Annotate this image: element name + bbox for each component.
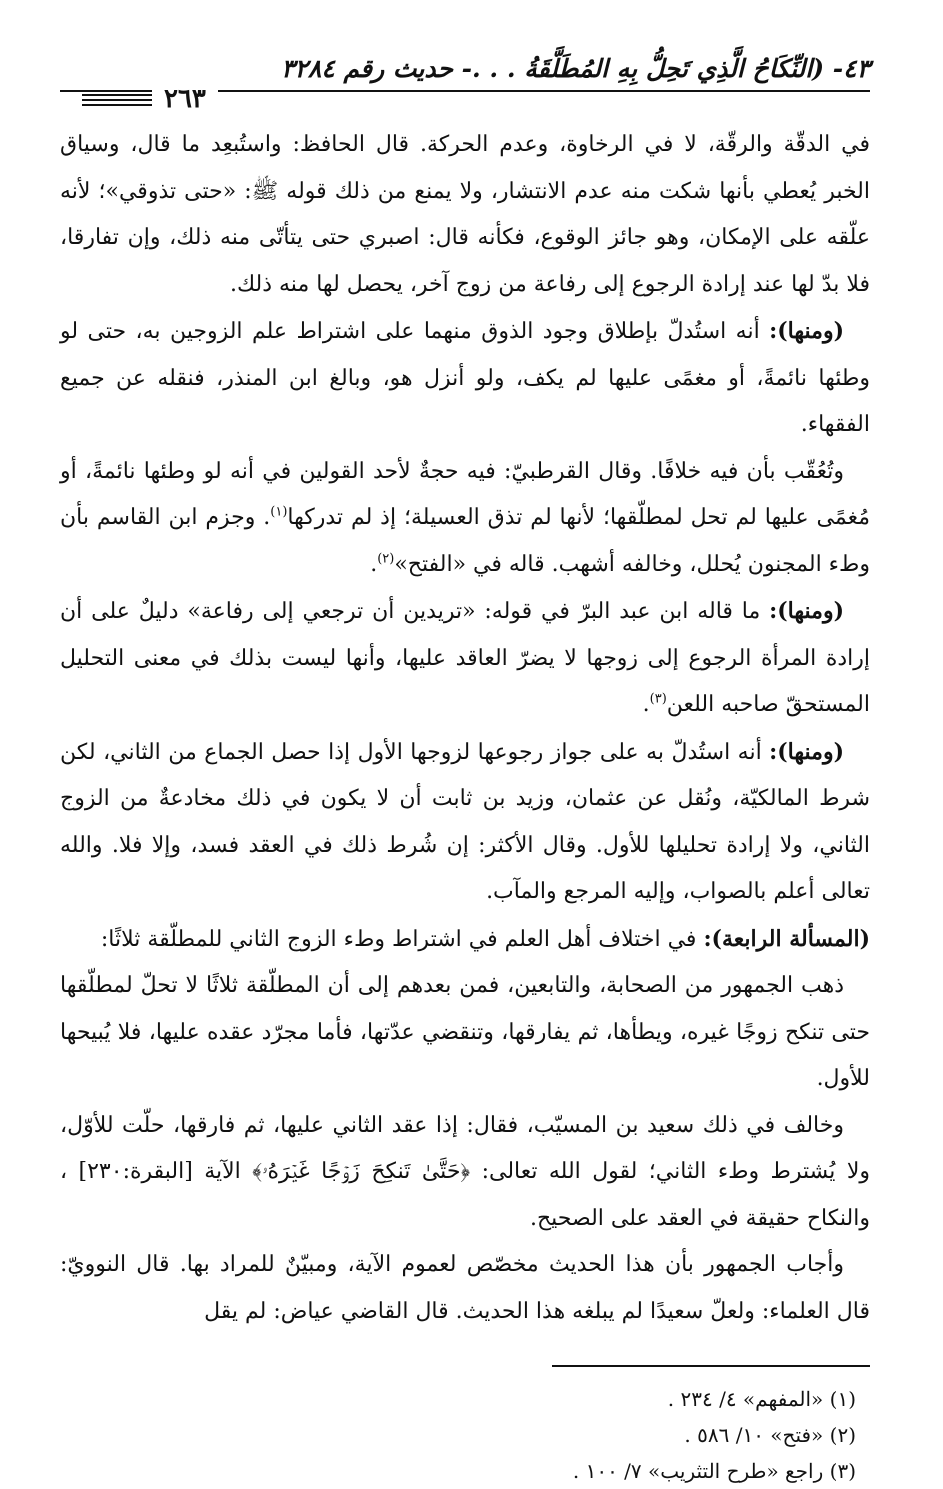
main-text [60, 122, 870, 1335]
paragraph-lead: (ومنها): [769, 598, 844, 624]
footnote-ref[interactable]: (٢) [377, 551, 395, 567]
paragraph: ذهب الجمهور من الصحابة، والتابعين، فمن بعدهم إلى أن المطلّقة ثلاثًا لا تحلّ لمطلّقها حتى تنكح زوجًا غيره، ويطأها، ثم يفارقها، وتنقضي عدّتها، فأما مجرّد عقده عليها، فلا يُبيحها للأول. [60, 973, 870, 1091]
paragraph-lead: (ومنها): [769, 738, 844, 765]
book-page [60, 40, 871, 1483]
paragraph: في الدقّة والرقّة، لا في الرخاوة، وعدم الحركة. قال الحافظ: واستُبعِد ما قال، وسياق الخبر يُعطي بأنها شكت منه عدم الانتشار، ولا يمنع من ذلك قوله ﷺ: «حتى تذوقي»؛ لأنه علّقه على الإمكان، وهو جائز الوقوع، فكأنه قال: اصبري حتى يتأتّى منه ذلك، وإن تفارقا، فلا بدّ لها عند إرادة الرجوع إلى رفاعة من زوج آخر، يحصل لها منه ذلك. [60, 132, 871, 297]
page-number-ornament [82, 94, 152, 109]
paragraph-lead: (المسألة الرابعة): [703, 925, 870, 952]
page-header [60, 40, 870, 116]
section-heading: (المسألة الرابعة): في اختلاف أهل العلم في اشتراط وطء الزوج الثاني للمطلّقة ثلاثًا: [100, 925, 870, 952]
paragraph: وأجاب الجمهور بأن هذا الحديث مخصّص لعموم الآية، ومبيّنٌ للمراد بها. قال النوويّ: قال العلماء: ولعلّ سعيدًا لم يبلغه هذا الحديث. قال القاضي عياض: لم يقل [60, 1252, 870, 1324]
footnote-ref[interactable]: (١) [270, 504, 288, 520]
page-number: ٢٦٣ [152, 84, 218, 114]
paragraph: وتُعُقّب بأن فيه خلافًا. وقال القرطبيّ: فيه حجةٌ لأحد القولين في أنه لو وطئها نائمةً، أو مُغمًى عليها لم تحل لمطلّقها؛ لأنها لم تذق العسيلة؛ إذ لم تدركها$^{(١)}$. وجزم ابن القاسم بأن وطء المجنون يُحلل، وخالفه أشهب. قاله في «الفتح»$^{(٢)}$. [60, 458, 870, 577]
footnotes [60, 1381, 870, 1489]
footnote-divider [552, 1365, 870, 1367]
paragraph-lead: (ومنها): [769, 318, 844, 344]
paragraph: (ومنها): ما قاله ابن عبد البرّ في قوله: «تريدين أن ترجعي إلى رفاعة» دليلٌ على أن إرادة المرأة الرجوع إلى زوجها لا يضرّ العاقد عليها، وأنها ليست بذلك في معنى التحليل المستحقّ صاحبه اللعن$^{(٣)}$. [60, 598, 870, 717]
paragraph: وخالف في ذلك سعيد بن المسيّب، فقال: إذا عقد الثاني عليها، ثم فارقها، حلّت للأوّل، ولا يُشترط وطء الثاني؛ لقول الله تعالى: ﴿حَتَّىٰ تَنكِحَ زَوۡجًا غَيۡرَهُۥ﴾ الآية [البقرة:٢٣٠] ، والنكاح حقيقة في العقد على الصحيح. [60, 1112, 870, 1231]
paragraph: (ومنها): أنه استُدلّ به على جواز رجوعها لزوجها الأول إذا حصل الجماع من الثاني، لكن شرط المالكيّة، ونُقل عن عثمان، وزيد بن ثابت أن لا يكون في ذلك مخادعةٌ من الزوج الثاني، ولا إرادة تحليلها للأول. وقال الأكثر: إن شُرط ذلك في العقد فسد، وإلا فلا. والله تعالى أعلم بالصواب، وإليه المرجع والمآب. [60, 738, 871, 904]
running-title: ٤٣- (النِّكَاحُ الَّذِي تَحِلُّ بِهِ المُطَلَّقَةُ . . .- حديث رقم ٣٢٨٤ [281, 54, 870, 83]
paragraph: (ومنها): أنه استُدلّ بإطلاق وجود الذوق منهما على اشتراط علم الزوجين به، حتى لو وطئها نائمةً، أو مغمًى عليها لم يكف، ولو أنزل هو، وبالغ ابن المنذر، فنقله عن جميع الفقهاء. [60, 318, 870, 437]
footnote: (١) «المفهم» ٤/ ٢٣٤ . [667, 1387, 856, 1411]
footnote: (٣) راجع «طرح التثريب» ٧/ ١٠٠ . [572, 1459, 856, 1483]
footnote-ref[interactable]: (٣) [649, 691, 667, 707]
footnote: (٢) «فتح» ١٠/ ٥٨٦ . [684, 1423, 856, 1447]
